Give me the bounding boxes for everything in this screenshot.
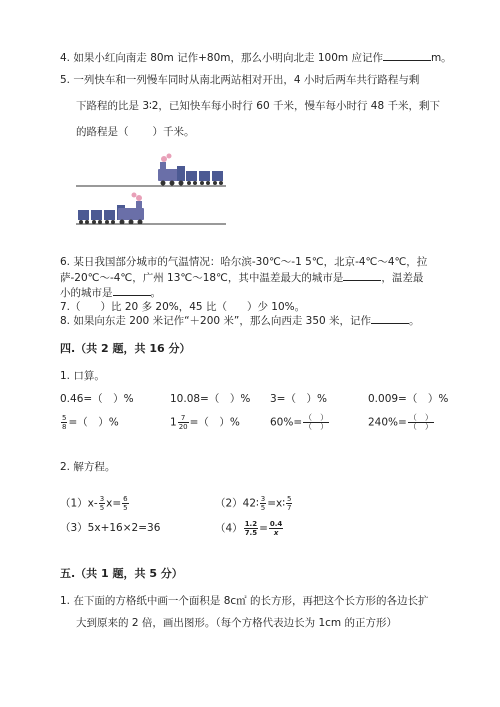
equation-4: （4） $\frac{1.2}{7.5}$ = $\frac{0.4}{x}$ xyxy=(215,520,283,537)
grid-question-line-2: 大到原来的 2 倍，画出图形。（每个方格代表边长为 1cm 的正方形） xyxy=(76,617,397,629)
answer-blank[interactable] xyxy=(383,60,431,61)
question-6-line-1: 6. 某日我国部分城市的气温情况：哈尔滨-30℃～-1 5℃，北京-4℃～4℃，拉 xyxy=(60,256,428,268)
equation-3: （3）5x+16×2=36 xyxy=(60,522,161,534)
section-4-title: 四.（共 2 题，共 16 分） xyxy=(60,342,191,355)
answer-blank[interactable] xyxy=(343,280,381,281)
fraction: $\frac{( )}{( )}$ xyxy=(408,413,433,431)
equation-1: （1）x- $\frac{3}{5}$ x= $\frac{6}{5}$ xyxy=(60,495,128,512)
fraction: $\frac{( )}{( )}$ xyxy=(304,413,329,431)
fraction: $\frac{3}{5}$ xyxy=(99,495,105,512)
oral-item: 10.08=（ ）% xyxy=(170,393,251,405)
equation-2: （2）42∶ $\frac{3}{5}$ =x∶ $\frac{5}{7}$ xyxy=(215,495,292,512)
fraction: $\frac{1.2}{7.5}$ xyxy=(244,520,258,537)
question-5-line-1: 5. 一列快车和一列慢车同时从南北两站相对开出，4 小时后两车共行路程与剩 xyxy=(60,74,420,86)
oral-item: $\frac{5}{8}$ =（ ）% xyxy=(62,414,119,431)
oral-item: 60%= $\frac{( )}{( )}$ xyxy=(270,413,329,431)
equations-title: 2. 解方程。 xyxy=(60,461,116,473)
oral-item: 0.46=（ ）% xyxy=(60,393,134,405)
fraction: $\frac{6}{5}$ xyxy=(123,495,128,512)
slow-train-icon xyxy=(78,193,144,225)
oral-calc-title: 1. 口算。 xyxy=(60,370,105,382)
fast-train-icon xyxy=(158,154,223,186)
trains-illustration xyxy=(74,150,234,230)
fraction: $\frac{3}{5}$ xyxy=(260,495,266,512)
oral-item: 1 $\frac{7}{20}$ =（ ）% xyxy=(170,414,240,431)
question-7: 7.（ ）比 20 多 20%，45 比（ ）少 10%。 xyxy=(60,301,306,313)
question-8: 8. 如果向东走 200 米记作“＋200 米”，那么向西走 350 米，记作 。 xyxy=(60,315,420,327)
question-6-line-3: 小的城市是 。 xyxy=(60,287,161,299)
question-5-line-2: 下路程的比是 3∶2，已知快车每小时行 60 千米，慢车每小时行 48 千米，剩下 xyxy=(76,100,441,112)
fraction: $\frac{7}{20}$ xyxy=(178,414,188,431)
answer-blank[interactable] xyxy=(113,295,151,296)
question-6-line-2: 萨-20℃～-4℃，广州 13℃～18℃，其中温差最大的城市是 ，温差最 xyxy=(60,272,424,284)
grid-question-line-1: 1. 在下面的方格纸中画一个面积是 8c㎡ 的长方形，再把这个长方形的各边长扩 xyxy=(60,595,429,607)
question-4: 4. 如果小红向南走 80m 记作+80m，那么小明向北走 100m 应记作 m。 xyxy=(60,52,452,64)
answer-blank[interactable] xyxy=(371,323,409,324)
oral-item: 0.009=（ ）% xyxy=(368,393,449,405)
fraction: $\frac{0.4}{x}$ xyxy=(269,520,283,537)
fraction: $\frac{5}{7}$ xyxy=(287,495,292,512)
oral-item: 240%= $\frac{( )}{( )}$ xyxy=(368,413,433,431)
oral-item: 3=（ ）% xyxy=(270,393,327,405)
section-5-title: 五.（共 1 题，共 5 分） xyxy=(60,567,183,580)
fraction: $\frac{5}{8}$ xyxy=(62,414,67,431)
question-5-line-3: 的路程是（ ）千米。 xyxy=(76,126,195,138)
